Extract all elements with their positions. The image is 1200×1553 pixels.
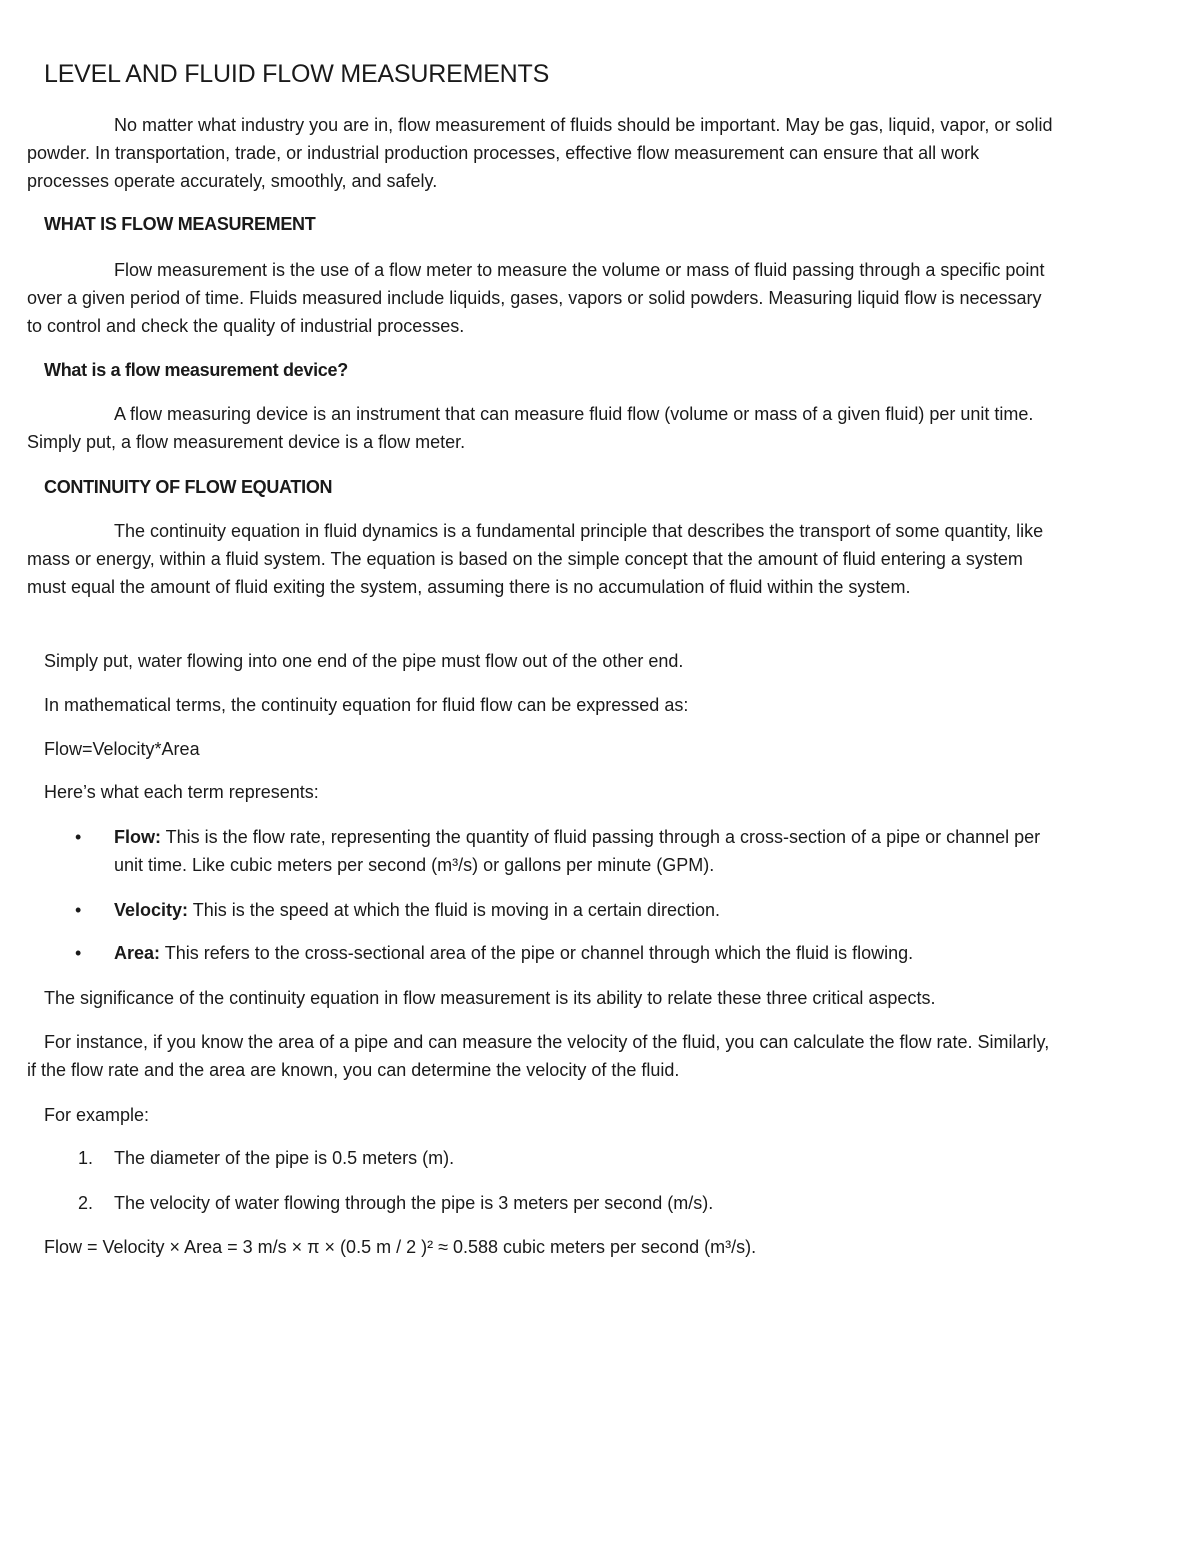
section-heading-continuity-equation: CONTINUITY OF FLOW EQUATION [44,477,333,497]
list-number: 2. [78,1193,94,1213]
section2-paragraph: A flow measuring device is an instrument that can measure fluid flow (volume or mass of a given fluid) per unit time. Simply put, a flow measurement device is a flow meter. [27,404,1034,452]
math-intro-line: In mathematical terms, the continuity equation for fluid flow can be expressed as: [44,695,689,715]
example-intro-line: For example: [44,1105,150,1125]
term-label: Velocity: [114,900,189,920]
list-item-text: The diameter of the pipe is 0.5 meters (m). [114,1148,455,1168]
term-description: This is the speed at which the fluid is moving in a certain direction. [188,900,720,920]
equation-line: Flow=Velocity*Area [44,739,200,759]
section-heading-flow-measurement-device: What is a flow measurement device? [44,360,348,380]
section1-paragraph: Flow measurement is the use of a flow meter to measure the volume or mass of fluid passing through a specific point over a given period of time. Fluids measured include liquids, gases, vapors or solid powders. Measuring liquid flow is necessary to control and check the quality of industrial processes. [27,260,1045,336]
list-number: 1. [78,1148,94,1168]
significance-line: The significance of the continuity equation in flow measurement is its ability to relate these three critical aspects. [44,988,936,1008]
document-title: LEVEL AND FLUID FLOW MEASUREMENTS [44,60,550,88]
term-description: This is the flow rate, representing the quantity of fluid passing through a cross-section of a pipe or channel per unit time. Like cubic meters per second (m³/s) or gallons per minute (GPM). [114,827,1041,875]
term-label: Area: [114,943,161,963]
bullet-icon: • [75,827,82,847]
term-label: Flow: [114,827,161,847]
bullet-icon: • [75,943,82,963]
section-heading-what-is-flow-measurement: WHAT IS FLOW MEASUREMENT [44,214,316,234]
result-line: Flow = Velocity × Area = 3 m/s × π × (0.5 m / 2 )² ≈ 0.588 cubic meters per second (m³/s). [44,1237,757,1257]
simply-put-line: Simply put, water flowing into one end of the pipe must flow out of the other end. [44,651,684,671]
intro-paragraph: No matter what industry you are in, flow measurement of fluids should be important. May be gas, liquid, vapor, or solid powder. In transportation, trade, or industrial production processes, effective flow measurement can ensure that all work processes operate accurately, smoothly, and safely. [27,115,1053,191]
term-description: This refers to the cross-sectional area of the pipe or channel through which the fluid is flowing. [160,943,914,963]
terms-intro-line: Here’s what each term represents: [44,782,319,802]
list-item-text: The velocity of water flowing through the pipe is 3 meters per second (m/s). [114,1193,714,1213]
section3-paragraph: The continuity equation in fluid dynamics is a fundamental principle that describes the transport of some quantity, like mass or energy, within a fluid system. The equation is based on the simple concept that the amount of fluid entering a system must equal the amount of fluid exiting the system, assuming there is no accumulation of fluid within the system. [27,521,1044,597]
instance-paragraph: For instance, if you know the area of a pipe and can measure the velocity of the fluid, you can calculate the flow rate. Similarly, if the flow rate and the area are known, you can determine the velocity of the fluid. [27,1032,1050,1080]
bullet-icon: • [75,900,82,920]
